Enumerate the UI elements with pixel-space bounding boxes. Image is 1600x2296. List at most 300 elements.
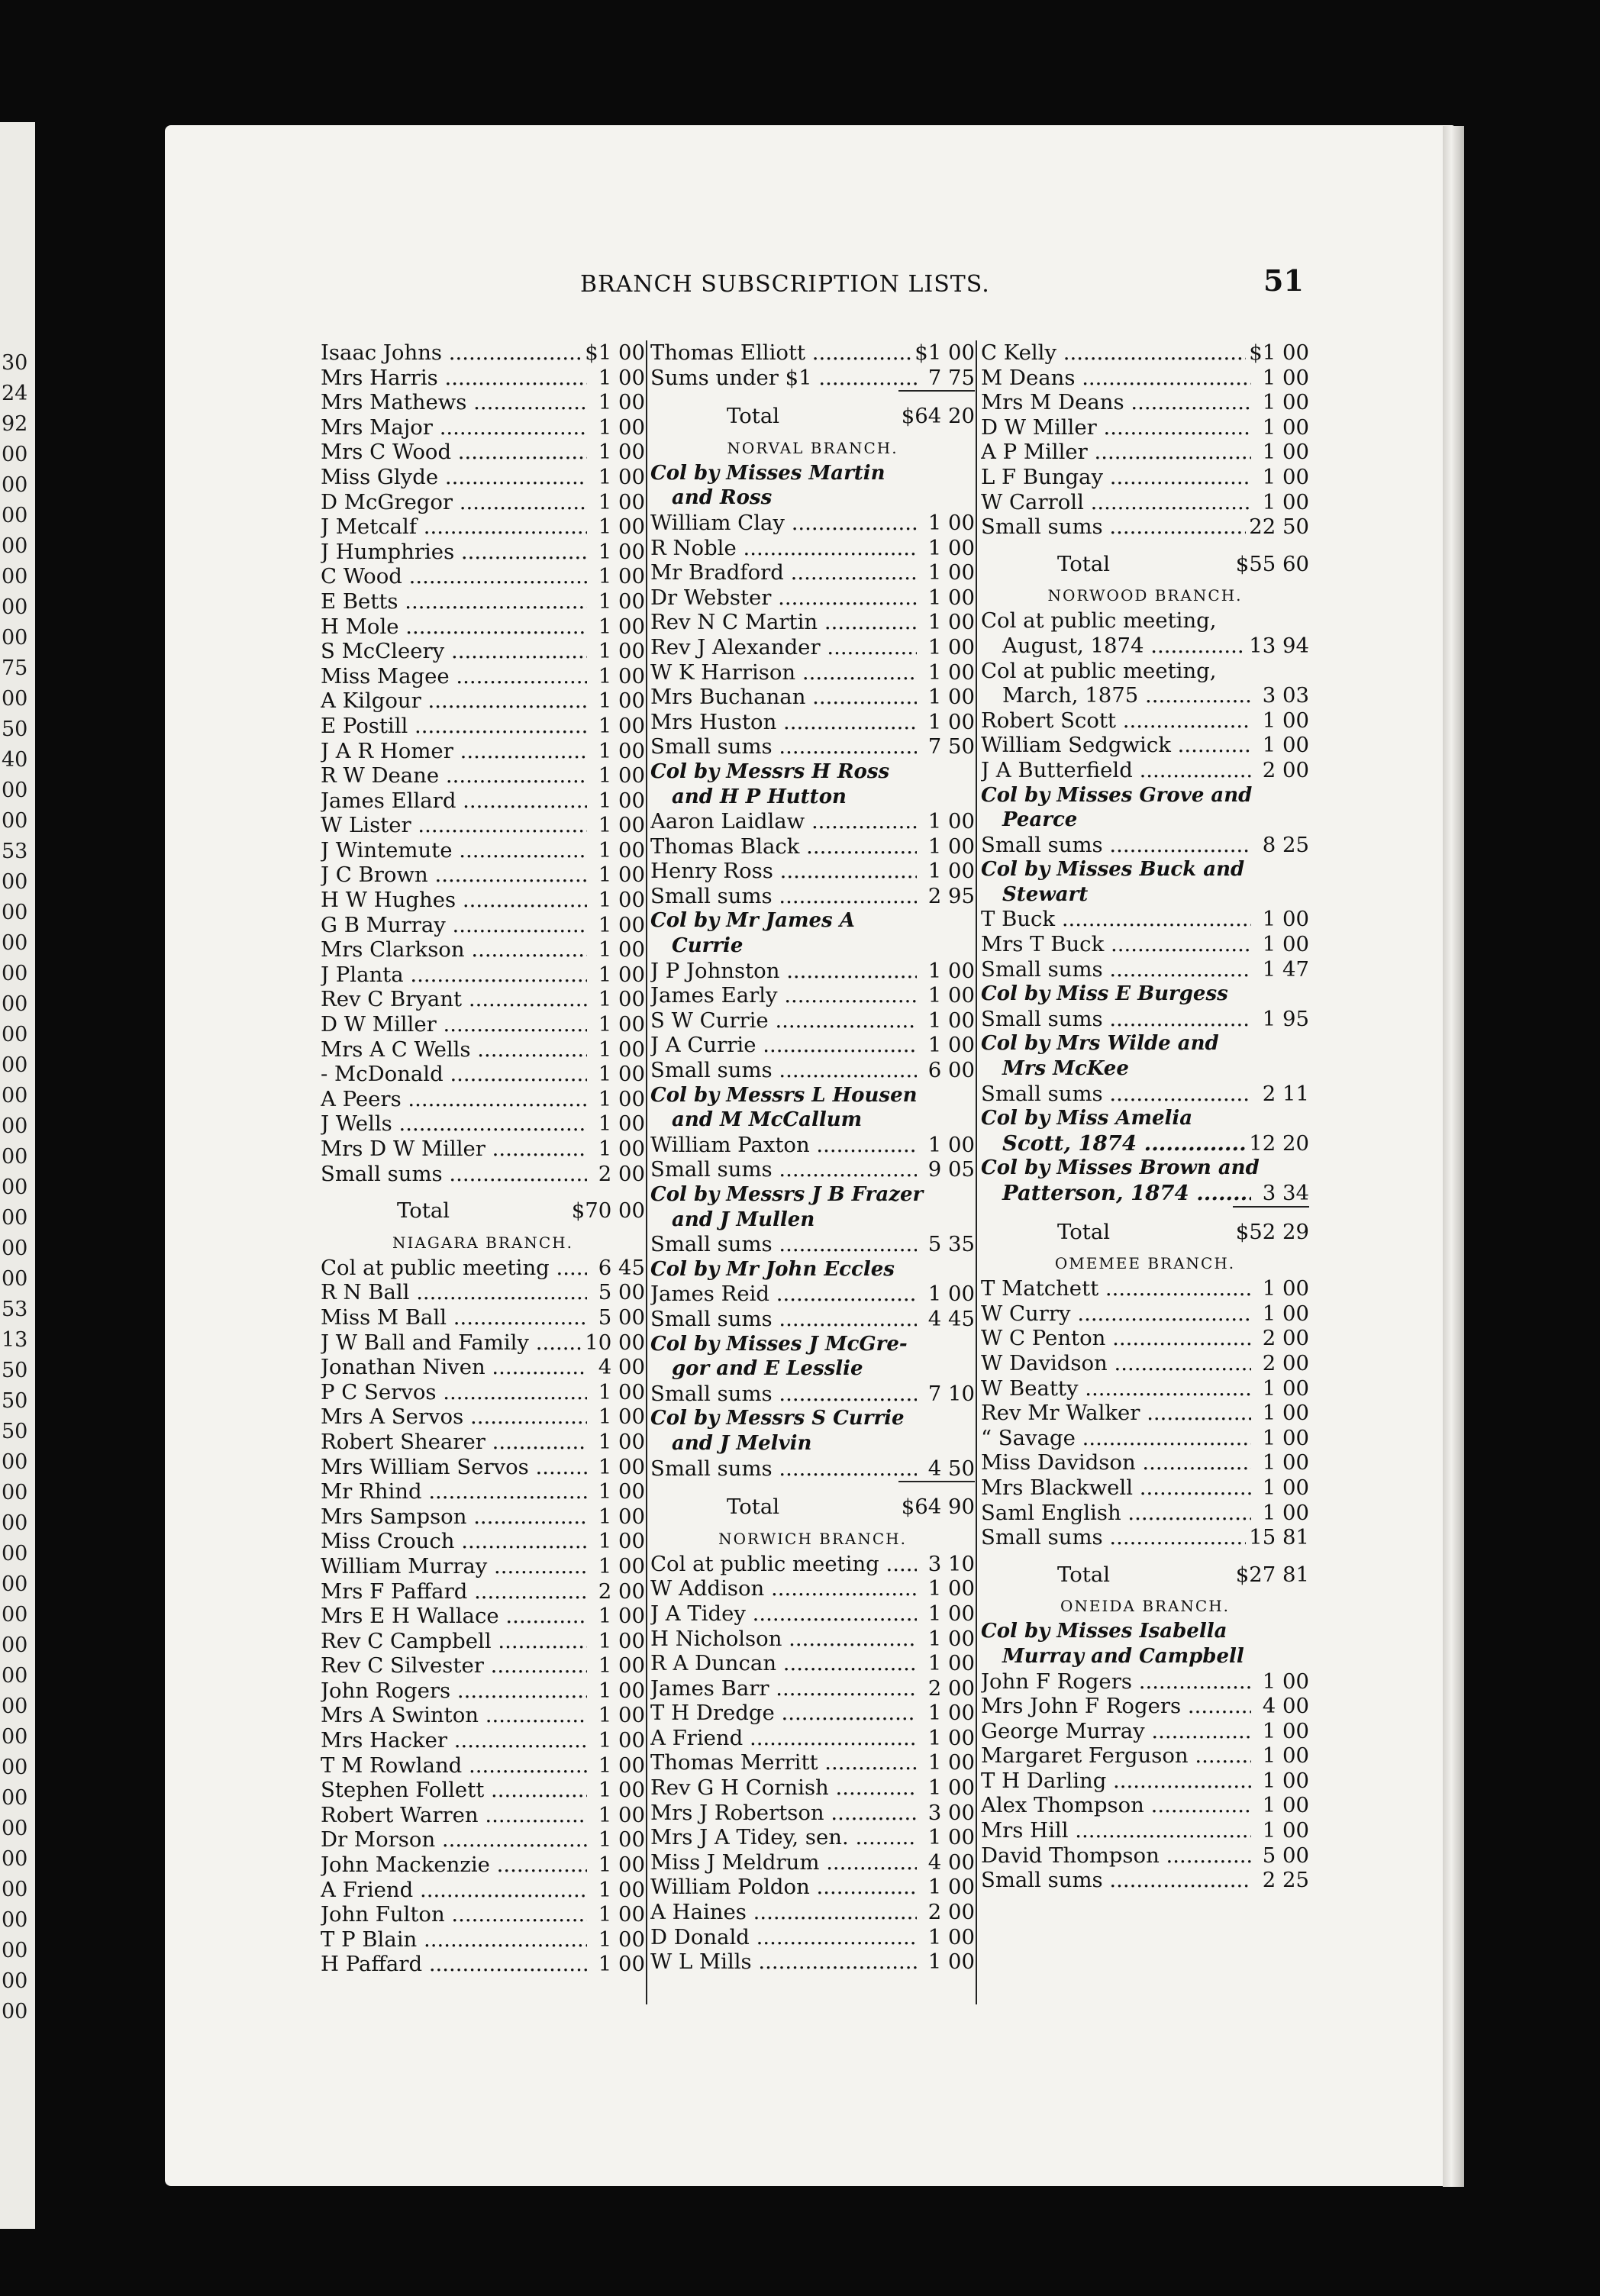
facing-page-amount-fragment: 00 [2, 504, 28, 527]
facing-page-amount-fragment: 00 [2, 1084, 28, 1108]
amount: 1 00 [598, 1753, 645, 1778]
subscriber-name: J W Ball and Family ..... [321, 1330, 582, 1356]
subscription-row [321, 1629, 645, 1654]
subscription-row [321, 838, 645, 863]
subscriber-name: Scott, 1874 ..... [981, 1131, 1246, 1156]
subscriber-name: R Noble ..... [650, 536, 917, 561]
subscriber-name: Small sums ..... [981, 1082, 1251, 1107]
total-amount: $70 00 [571, 1198, 645, 1224]
facing-page-amount-fragment: 00 [2, 779, 28, 802]
subscription-row [981, 1276, 1309, 1301]
subscriber-name: Rev C Silvester ..... [321, 1653, 587, 1678]
subscriber-name: March, 1875 ..... [981, 683, 1251, 708]
subscription-row [321, 514, 645, 540]
subscription-row [321, 937, 645, 963]
subscription-row [981, 1351, 1309, 1376]
amount: 1 00 [1262, 1425, 1309, 1450]
subscriber-name: Mrs E H Wallace ..... [321, 1604, 587, 1629]
subscription-row [650, 1900, 975, 1925]
subscription-row [321, 664, 645, 689]
subscription-row [981, 1475, 1309, 1501]
facing-page-amount-fragment: 24 [2, 382, 28, 405]
total-row [981, 552, 1309, 577]
subscription-row [321, 1280, 645, 1305]
column-2 [650, 340, 975, 1975]
subscriber-name: W K Harrison ..... [650, 660, 917, 685]
amount: 1 00 [598, 1379, 645, 1404]
facing-page-amount-fragment: 00 [2, 565, 28, 589]
subscription-row [321, 1012, 645, 1037]
subscription-row [981, 1694, 1309, 1719]
facing-page-amount-fragment: 00 [2, 1817, 28, 1840]
total-label: Total [727, 404, 780, 429]
subscriber-name: H Mole ..... [321, 614, 587, 640]
facing-page-amount-fragment: 92 [2, 412, 28, 436]
subscription-row [981, 932, 1309, 957]
subscription-row [650, 809, 975, 834]
subscription-row [321, 1678, 645, 1704]
subscription-row [321, 1878, 645, 1903]
subscriber-name: W Carroll ..... [981, 490, 1251, 515]
collector-note: Col by Miss Amelia [981, 1107, 1193, 1130]
amount: 1 00 [598, 1479, 645, 1504]
subscription-row [321, 763, 645, 788]
facing-page-amount-fragment: 40 [2, 748, 28, 772]
amount: 1 00 [1262, 1450, 1309, 1475]
amount: 1 00 [598, 1553, 645, 1578]
subscriber-name: William Paxton ..... [650, 1133, 917, 1158]
subscription-row [321, 1062, 645, 1087]
subscription-row [321, 987, 645, 1012]
facing-page-amount-fragment: 00 [2, 534, 28, 558]
amount: 4 45 [927, 1306, 975, 1331]
facing-page-amount-fragment: 13 [2, 1328, 28, 1352]
subscription-row [981, 1818, 1309, 1843]
amount: 22 50 [1249, 514, 1309, 540]
amount: 7 50 [927, 734, 975, 759]
facing-page-amount-fragment: 30 [2, 351, 28, 375]
subscriber-name: C Wood ..... [321, 564, 587, 589]
subscriber-name: Rev N C Martin ..... [650, 610, 917, 635]
total-label: Total [1057, 1219, 1111, 1244]
subscription-row [650, 1651, 975, 1676]
facing-page-amount-fragment: 00 [2, 870, 28, 894]
subscription-row [650, 560, 975, 585]
total-amount: $27 81 [1235, 1562, 1309, 1587]
subscription-row [650, 1825, 975, 1850]
subscription-row [981, 957, 1309, 982]
subscriber-name: J Wells ..... [321, 1111, 587, 1137]
subscriber-name: Isaac Johns ..... [321, 340, 582, 366]
amount: 1 00 [598, 1802, 645, 1827]
facing-page-amount-fragment: 00 [2, 1053, 28, 1077]
facing-page-amount-fragment: 00 [2, 626, 28, 650]
amount: 1 00 [598, 1012, 645, 1037]
amount: 1 00 [598, 1137, 645, 1161]
subscriber-name: “ Savage ..... [981, 1426, 1251, 1451]
subscription-row [650, 1726, 975, 1751]
amount: 1 00 [927, 1825, 975, 1850]
subscription-row [321, 888, 645, 913]
subscriber-name: T Matchett ..... [981, 1276, 1251, 1301]
subscription-row [321, 1404, 645, 1430]
amount: 1 00 [598, 1827, 645, 1853]
total-rule [898, 390, 975, 392]
subscriber-name: A P Miller ..... [981, 440, 1251, 465]
collector-note: and H P Hutton [672, 785, 847, 808]
subscriber-name: J A Tidey ..... [650, 1601, 917, 1627]
amount: 1 00 [1262, 489, 1309, 514]
amount: 3 10 [927, 1551, 975, 1576]
subscription-row [981, 833, 1309, 858]
subscription-row [981, 465, 1309, 490]
collector-note: Col by Messrs L Housen [650, 1083, 918, 1107]
subscription-row [981, 340, 1309, 366]
amount: 1 00 [1262, 733, 1309, 758]
facing-page-amount-fragment: 00 [2, 1908, 28, 1932]
subscriber-name: J Planta ..... [321, 963, 587, 988]
subscriber-name: Mrs Major ..... [321, 415, 587, 440]
subscription-row [321, 1554, 645, 1579]
collector-note: Col by Misses Buck and [981, 858, 1245, 882]
subscriber-name: J C Brown ..... [321, 863, 587, 888]
subscriber-name: Miss Davidson ..... [981, 1450, 1251, 1475]
amount: 2 00 [927, 1900, 975, 1925]
subscriber-name: James Early ..... [650, 983, 917, 1008]
amount: 1 00 [1262, 708, 1309, 733]
collector-note: and M McCallum [672, 1108, 863, 1132]
subscription-row [650, 1801, 975, 1826]
facing-page-amount-fragment: 75 [2, 656, 28, 680]
collector-note: Col by Mrs Wilde and [981, 1032, 1219, 1056]
amount: 1 00 [927, 634, 975, 659]
collector-note: and J Melvin [672, 1431, 812, 1455]
amount: 1 00 [927, 610, 975, 635]
amount: 1 00 [1262, 414, 1309, 440]
subscriber-name: Thomas Merritt ..... [650, 1750, 917, 1775]
subscription-row [650, 1775, 975, 1801]
column-rule [976, 340, 977, 2004]
subscription-row [981, 1301, 1309, 1327]
collector-note: Col by Mr James A [650, 909, 855, 933]
subscription-row [650, 859, 975, 884]
subscription-row [981, 659, 1309, 684]
subscriber-name: Mr Rhind ..... [321, 1479, 587, 1504]
subscriber-name: Dr Morson ..... [321, 1827, 587, 1853]
amount: 2 00 [1262, 757, 1309, 782]
subscription-row [321, 1927, 645, 1953]
subscriber-name: Robert Warren ..... [321, 1803, 587, 1828]
amount: 4 00 [598, 1355, 645, 1380]
subscriber-name: David Thompson ..... [981, 1843, 1251, 1869]
subscription-row [321, 1430, 645, 1455]
subscription-row [321, 415, 645, 440]
facing-page-amount-fragment: 53 [2, 1298, 28, 1321]
subscriber-name: James Reid ..... [650, 1282, 917, 1307]
total-rule [1233, 1206, 1309, 1208]
subscriber-name: Rev G H Cornish ..... [650, 1775, 917, 1801]
amount: $1 00 [915, 340, 975, 365]
subscription-row [321, 639, 645, 664]
collector-note: Col by Messrs J B Frazer [650, 1183, 924, 1206]
subscriber-name: R N Ball ..... [321, 1280, 587, 1305]
subscriber-name: Col at public meeting, [981, 658, 1217, 683]
facing-page-amount-fragment: 00 [2, 1206, 28, 1230]
subscriber-name: J Wintemute ..... [321, 838, 587, 863]
subscription-row [321, 589, 645, 614]
subscriber-name: John F Rogers ..... [981, 1669, 1251, 1695]
amount: 2 00 [598, 1578, 645, 1604]
subscription-row [650, 1701, 975, 1726]
subscriber-name: William Poldon ..... [650, 1875, 917, 1900]
amount: 1 00 [1262, 1669, 1309, 1694]
amount: 1 00 [1262, 440, 1309, 465]
subscriber-name: W Davidson ..... [981, 1351, 1251, 1376]
amount: 1 00 [598, 564, 645, 589]
amount: 2 00 [1262, 1326, 1309, 1351]
facing-page-amount-fragment: 53 [2, 840, 28, 863]
subscriber-name: Miss Glyde ..... [321, 465, 587, 490]
subscription-row [650, 340, 975, 366]
amount: 1 00 [927, 585, 975, 610]
subscription-row [321, 1952, 645, 1977]
amount: 1 00 [1262, 1375, 1309, 1401]
subscriber-name: Mrs Mathews ..... [321, 390, 587, 415]
amount: 1 00 [1262, 1301, 1309, 1326]
amount: 1 00 [927, 560, 975, 585]
amount: 6 00 [927, 1058, 975, 1083]
amount: 1 00 [598, 1728, 645, 1753]
subscriber-name: James Ellard ..... [321, 788, 587, 814]
subscription-row [981, 907, 1309, 932]
total-amount: $64 90 [901, 1495, 975, 1520]
amount: 1 00 [598, 614, 645, 639]
subscriber-name: W Beatty ..... [981, 1376, 1251, 1401]
subscription-row [650, 959, 975, 984]
subscription-row [321, 813, 645, 838]
subscriber-name: Jonathan Niven ..... [321, 1355, 587, 1380]
subscription-row [321, 963, 645, 988]
amount: 1 00 [927, 1282, 975, 1307]
subscriber-name: J A Currie ..... [650, 1033, 917, 1058]
subscriber-name: P C Servos ..... [321, 1380, 587, 1405]
subscription-row [321, 1380, 645, 1405]
subscriber-name: Small sums ..... [650, 1232, 917, 1257]
subscriber-name: Mr Bradford ..... [650, 560, 917, 585]
amount: 1 00 [927, 1576, 975, 1601]
amount: 1 00 [598, 1927, 645, 1952]
amount: 1 00 [927, 1033, 975, 1058]
subscriber-name: E Betts ..... [321, 589, 587, 614]
amount: 5 00 [598, 1304, 645, 1330]
subscription-row [321, 540, 645, 565]
subscription-row [321, 863, 645, 888]
subscriber-name: A Peers ..... [321, 1087, 587, 1112]
subscriber-name: Aaron Laidlaw ..... [650, 809, 917, 834]
subscriber-name: D Donald ..... [650, 1925, 917, 1950]
subscriber-name: Mrs C Wood ..... [321, 440, 587, 465]
facing-page-amount-fragment: 00 [2, 1939, 28, 1962]
facing-page-amount-fragment: 00 [2, 1450, 28, 1474]
subscription-row [650, 610, 975, 635]
amount: 1 00 [598, 589, 645, 614]
subscriber-name: William Murray ..... [321, 1554, 587, 1579]
amount: 1 00 [1262, 464, 1309, 489]
amount: 1 00 [927, 1701, 975, 1726]
amount: 1 00 [598, 1429, 645, 1454]
subscriber-name: Rev C Bryant ..... [321, 987, 587, 1012]
subscription-row [981, 733, 1309, 758]
subscription-row [650, 1750, 975, 1775]
subscriber-name: William Clay ..... [650, 511, 917, 536]
subscription-row [650, 1627, 975, 1652]
facing-page-amount-fragment: 00 [2, 1695, 28, 1718]
facing-page-amount-fragment: 00 [2, 1878, 28, 1901]
amount: 1 00 [598, 489, 645, 514]
amount: 1 00 [1262, 1718, 1309, 1743]
subscription-row [981, 440, 1309, 465]
subscriber-name: W Lister ..... [321, 813, 587, 838]
subscriber-name: Small sums ..... [981, 1525, 1246, 1550]
amount: 1 00 [598, 663, 645, 688]
amount: 2 11 [1262, 1081, 1309, 1106]
subscription-row [981, 1426, 1309, 1451]
subscriber-name: Margaret Ferguson ..... [981, 1743, 1251, 1769]
total-amount: $55 60 [1235, 551, 1309, 576]
amount: 13 94 [1249, 633, 1309, 658]
subscriber-name: S McCleery ..... [321, 639, 587, 664]
amount: 1 00 [598, 1604, 645, 1629]
subscriber-name: Stephen Follett ..... [321, 1778, 587, 1803]
facing-page-amount-fragment: 00 [2, 931, 28, 955]
subscriber-name: Mrs J A Tidey, sen. ..... [650, 1825, 917, 1850]
facing-page-amount-fragment: 00 [2, 1114, 28, 1138]
amount: 2 00 [927, 1675, 975, 1701]
subscription-row [321, 1703, 645, 1728]
amount: 1 00 [598, 539, 645, 564]
subscriber-name: Small sums ..... [981, 1868, 1251, 1893]
amount: 1 00 [598, 738, 645, 763]
amount: 1 00 [598, 1086, 645, 1111]
subscription-row [321, 1330, 645, 1356]
facing-page-amount-fragment: 00 [2, 1847, 28, 1871]
subscription-row [650, 660, 975, 685]
subscription-row [981, 1669, 1309, 1695]
amount: 4 50 [927, 1456, 975, 1481]
amount: 2 25 [1262, 1868, 1309, 1893]
subscriber-name: Robert Scott ..... [981, 708, 1251, 734]
amount: 2 95 [927, 883, 975, 908]
amount: 1 00 [1262, 1500, 1309, 1525]
subscription-row [321, 1037, 645, 1063]
subscription-row [321, 1604, 645, 1629]
amount: 1 00 [598, 863, 645, 888]
subscriber-name: Small sums ..... [650, 734, 917, 759]
amount: 1 00 [1262, 932, 1309, 957]
branch-header: OMEMEE BRANCH. [1054, 1254, 1236, 1273]
facing-page-amount-fragment: 00 [2, 1023, 28, 1046]
subscriber-name: Mrs A C Wells ..... [321, 1037, 587, 1063]
amount: 1 00 [1262, 1818, 1309, 1843]
subscriber-name: T P Blain ..... [321, 1927, 587, 1953]
subscriber-name: Rev J Alexander ..... [650, 635, 917, 660]
branch-header: NORWICH BRANCH. [718, 1529, 907, 1548]
amount: 2 00 [1262, 1350, 1309, 1375]
amount: 1 00 [598, 1111, 645, 1137]
subscription-row [981, 490, 1309, 515]
facing-page-amount-fragment: 00 [2, 1603, 28, 1627]
facing-page-amount-fragment: 00 [2, 1572, 28, 1596]
subscriber-name: Miss Crouch ..... [321, 1529, 587, 1554]
amount: 1 00 [927, 1626, 975, 1651]
subscriber-name: Mrs A Swinton ..... [321, 1703, 587, 1728]
amount: 3 03 [1262, 683, 1309, 708]
subscriber-name: Mrs John F Rogers ..... [981, 1694, 1251, 1719]
subscription-row [650, 1949, 975, 1975]
subscription-row [981, 1719, 1309, 1744]
facing-page-amount-fragment: 00 [2, 687, 28, 711]
subscriber-name: T Buck ..... [981, 907, 1251, 932]
collector-note: Col by Misses Brown and [981, 1156, 1260, 1180]
subscriber-name: R W Deane ..... [321, 763, 587, 788]
subscription-row [981, 683, 1309, 708]
total-label: Total [1057, 1562, 1111, 1587]
facing-page-amount-fragment: 00 [2, 1542, 28, 1566]
subscriber-name: D W Miller ..... [981, 415, 1251, 440]
facing-page-amount-fragment: 00 [2, 1267, 28, 1291]
amount: 1 00 [598, 813, 645, 838]
amount: 1 00 [927, 510, 975, 535]
subscription-row [321, 465, 645, 490]
facing-page-amount-fragment: 00 [2, 1786, 28, 1810]
subscriber-name: J Humphries ..... [321, 540, 587, 565]
amount: 1 00 [598, 639, 645, 664]
subscription-row [650, 685, 975, 710]
subscription-row [321, 1087, 645, 1112]
amount: 1 00 [1262, 1401, 1309, 1426]
subscriber-name: Miss Magee ..... [321, 664, 587, 689]
amount: 1 00 [598, 514, 645, 540]
subscription-row [321, 913, 645, 938]
subscription-row [650, 1157, 975, 1182]
subscription-row [981, 708, 1309, 734]
amount: 1 00 [927, 834, 975, 859]
subscription-row [321, 1803, 645, 1828]
amount: 1 00 [598, 1703, 645, 1728]
amount: 1 00 [598, 688, 645, 714]
total-amount: $64 20 [901, 404, 975, 429]
amount: 1 00 [927, 709, 975, 734]
facing-page-amount-fragment: 00 [2, 901, 28, 924]
subscriber-name: A Haines ..... [650, 1900, 917, 1925]
amount: 4 00 [927, 1849, 975, 1875]
subscriber-name: Col at public meeting, [981, 608, 1217, 634]
column-1 [321, 340, 645, 1977]
subscriber-name: J Metcalf ..... [321, 514, 587, 540]
subscriber-name: Mrs William Servos ..... [321, 1455, 587, 1480]
subscription-row [321, 564, 645, 589]
subscription-row [650, 366, 975, 391]
facing-page-amount-fragment: 50 [2, 1389, 28, 1413]
subscriber-name: R A Duncan ..... [650, 1651, 917, 1676]
amount: 4 00 [1262, 1694, 1309, 1719]
amount: 1 00 [598, 1628, 645, 1653]
collector-note: and Ross [672, 486, 773, 510]
subscriber-name: D McGregor ..... [321, 490, 587, 515]
subscription-row [321, 1305, 645, 1330]
amount: $1 00 [1249, 340, 1309, 365]
subscriber-name: Col at public meeting ..... [321, 1256, 587, 1281]
